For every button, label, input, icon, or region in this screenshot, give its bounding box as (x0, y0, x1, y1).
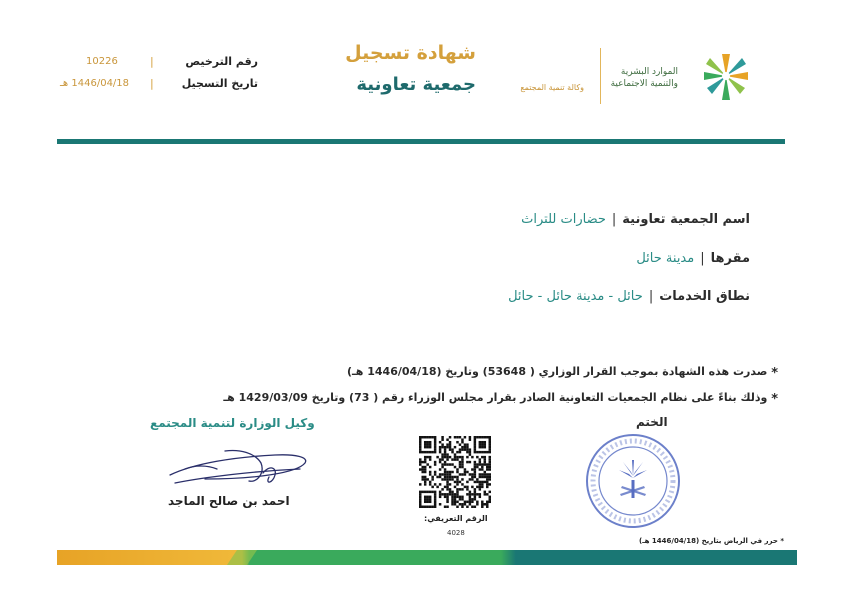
stamp-label: الختم (636, 415, 668, 429)
association-type: جمعية تعاونية (356, 74, 476, 95)
service-scope-label: نطاق الخدمات (659, 289, 750, 304)
header-divider (600, 48, 601, 104)
association-name-label: اسم الجمعية تعاونية (622, 212, 750, 227)
qr-code-icon (419, 436, 491, 508)
headquarters-row (636, 251, 750, 266)
service-scope-row (508, 289, 750, 304)
header-bar (57, 139, 785, 144)
ministry-name-line2: والتنمية الاجتماعية (610, 79, 678, 89)
signer-name: احمد بن صالح الماجد (168, 494, 290, 508)
license-label: رقم الترخيص (185, 55, 258, 68)
license-number: 10226 (86, 56, 118, 67)
ministry-name (611, 66, 678, 90)
association-name-row (521, 212, 750, 227)
note-ministerial-decision (347, 365, 778, 381)
registration-date: 1446/04/18 هـ (60, 78, 130, 89)
association-name-value: حضارات للتراث (521, 212, 606, 227)
field-separator: | (700, 251, 705, 266)
note-bullet: * (771, 366, 778, 381)
identifier-value: 4028 (447, 529, 465, 537)
note-ministerial-decision-text: صدرت هذه الشهادة بموجب القرار الوزاري ( 53648) وتاريخ (1446/04/18 هـ) (346, 365, 768, 378)
identifier-label: الرقم التعريفي: (424, 514, 488, 523)
registration-date-separator: | (150, 77, 154, 90)
note-cabinet-decision (223, 391, 778, 407)
field-separator: | (611, 212, 617, 227)
ministry-logo-icon (696, 50, 756, 106)
registration-date-label: تاريخ التسجيل (181, 77, 258, 90)
license-separator: | (150, 55, 154, 68)
service-scope-value: حائل - مدينة حائل - حائل (508, 289, 643, 304)
headquarters-label: مقرها (710, 251, 750, 266)
note-cabinet-decision-text: وذلك بناءً على نظام الجمعيات التعاونية الصادر بقرار مجلس الوزراء رقم ( 73) وتاريخ 1429/03/09 هـ (223, 391, 768, 404)
certificate-title: شهادة تسجيل (345, 42, 476, 64)
ministry-name-line1: الموارد البشرية (620, 67, 678, 77)
official-stamp-icon (584, 432, 682, 530)
signature-icon (165, 443, 315, 495)
deputy-minister-title: وكيل الوزارة لتنمية المجتمع (150, 416, 315, 430)
issued-place-date: * حرر في الرياض بتاريخ (1446/04/18 هـ) (639, 537, 784, 545)
field-separator: | (648, 289, 654, 304)
footer-bar (57, 550, 797, 565)
headquarters-value: مدينة حائل (636, 251, 695, 266)
agency-name: وكالة تنمية المجتمع (520, 83, 584, 92)
note-bullet: * (771, 392, 778, 407)
